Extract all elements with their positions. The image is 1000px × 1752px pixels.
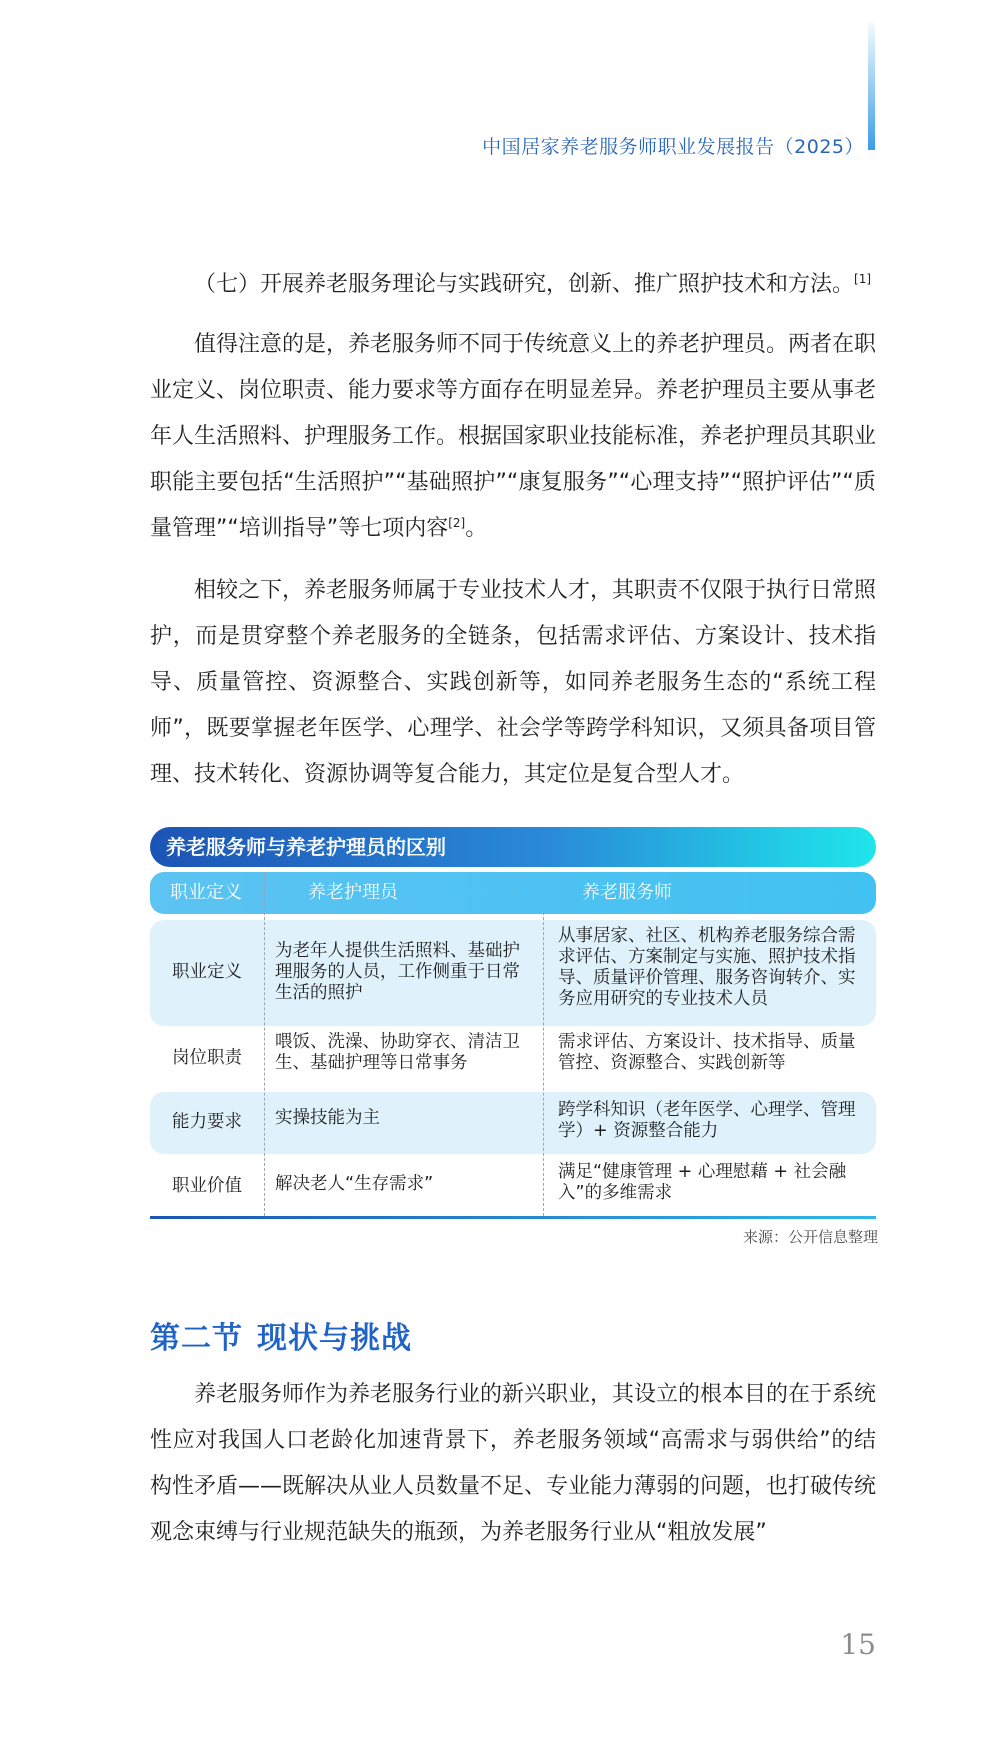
row-label: 职业价值 [172, 1176, 242, 1196]
table-bottom-rule [150, 1216, 876, 1219]
caregiver-cell: 实操技能为主 [275, 1108, 380, 1128]
column-divider [543, 872, 544, 1216]
table-title: 养老服务师与养老护理员的区别 [150, 827, 876, 867]
section-number: 第二节 [150, 1321, 243, 1356]
table-row [150, 1092, 876, 1154]
footnote-ref-1[interactable]: [1] [854, 272, 872, 286]
service-master-cell: 满足“健康管理 + 心理慰藉 + 社会融入”的多维需求 [558, 1162, 847, 1203]
paragraph-4-text: 养老服务师作为养老服务行业的新兴职业，其设立的根本目的在于系统性应对我国人口老龄化加速背景下，养老服务领域“高需求与弱供给”的结构性矛盾——既解决从业人员数量不足、专业能力薄弱的问题，也打破传统观念束缚与行业规范缺失的瓶颈，为养老服务行业从“粗放发展” [150, 1382, 877, 1545]
paragraph-4 [150, 1372, 876, 1556]
running-title: 中国居家养老服务师职业发展报告（2025） [482, 136, 864, 158]
table-header-col-2: 养老护理员 [308, 882, 398, 903]
row-label: 职业定义 [172, 962, 242, 982]
footnote-ref-2[interactable]: [2] [448, 516, 466, 530]
header-accent-bar [868, 22, 875, 150]
table-row [150, 1028, 876, 1090]
paragraph-1-text: （七）开展养老服务理论与实践研究，创新、推广照护技术和方法。 [194, 272, 855, 297]
page-number: 15 [840, 1628, 876, 1661]
caregiver-cell: 喂饭、洗澡、协助穿衣、清洁卫生、基础护理等日常事务 [275, 1032, 520, 1073]
service-master-cell: 从事居家、社区、机构养老服务综合需求评估、方案制定与实施、照护技术指导、质量评价管理、服务咨询转介、实务应用研究的专业技术人员 [558, 926, 856, 1009]
section-title: 现状与挑战 [257, 1321, 412, 1356]
row-label: 能力要求 [172, 1112, 242, 1132]
table-row [150, 920, 876, 1026]
row-label: 岗位职责 [172, 1048, 242, 1068]
column-divider [264, 872, 265, 1216]
caregiver-cell: 为老年人提供生活照料、基础护理服务的人员，工作侧重于日常生活的照护 [275, 941, 520, 1003]
service-master-cell: 需求评估、方案设计、技术指导、质量管控、资源整合、实践创新等 [558, 1032, 856, 1073]
paragraph-3-text: 相较之下，养老服务师属于专业技术人才，其职责不仅限于执行日常照护，而是贯穿整个养老服务的全链条，包括需求评估、方案设计、技术指导、质量管控、资源整合、实践创新等，如同养老服务生态的“系统工程师”，既要掌握老年医学、心理学、社会学等跨学科知识，又须具备项目管理、技术转化、资源协调等复合能力，其定位是复合型人才。 [150, 578, 877, 787]
paragraph-2 [150, 322, 876, 552]
table-row [150, 1156, 876, 1216]
paragraph-2-end: 。 [465, 516, 488, 541]
section-heading [150, 1313, 412, 1357]
caregiver-cell: 解决老人“生存需求” [275, 1174, 434, 1194]
paragraph-3 [150, 568, 876, 798]
service-master-cell: 跨学科知识（老年医学、心理学、管理学）+ 资源整合能力 [558, 1100, 856, 1141]
table-header-row [150, 872, 876, 914]
table-header-col-1: 职业定义 [170, 882, 242, 903]
table-source: 来源：公开信息整理 [742, 1228, 878, 1246]
paragraph-1 [150, 262, 876, 308]
paragraph-2-text: 值得注意的是，养老服务师不同于传统意义上的养老护理员。两者在职业定义、岗位职责、能力要求等方面存在明显差异。养老护理员主要从事老年人生活照料、护理服务工作。根据国家职业技能标准，养老护理员其职业职能主要包括“生活照护”“基础照护”“康复服务”“心理支持”“照护评估”“质量管理”“培训指导”等七项内容 [150, 332, 877, 541]
table-header-col-3: 养老服务师 [582, 882, 672, 903]
